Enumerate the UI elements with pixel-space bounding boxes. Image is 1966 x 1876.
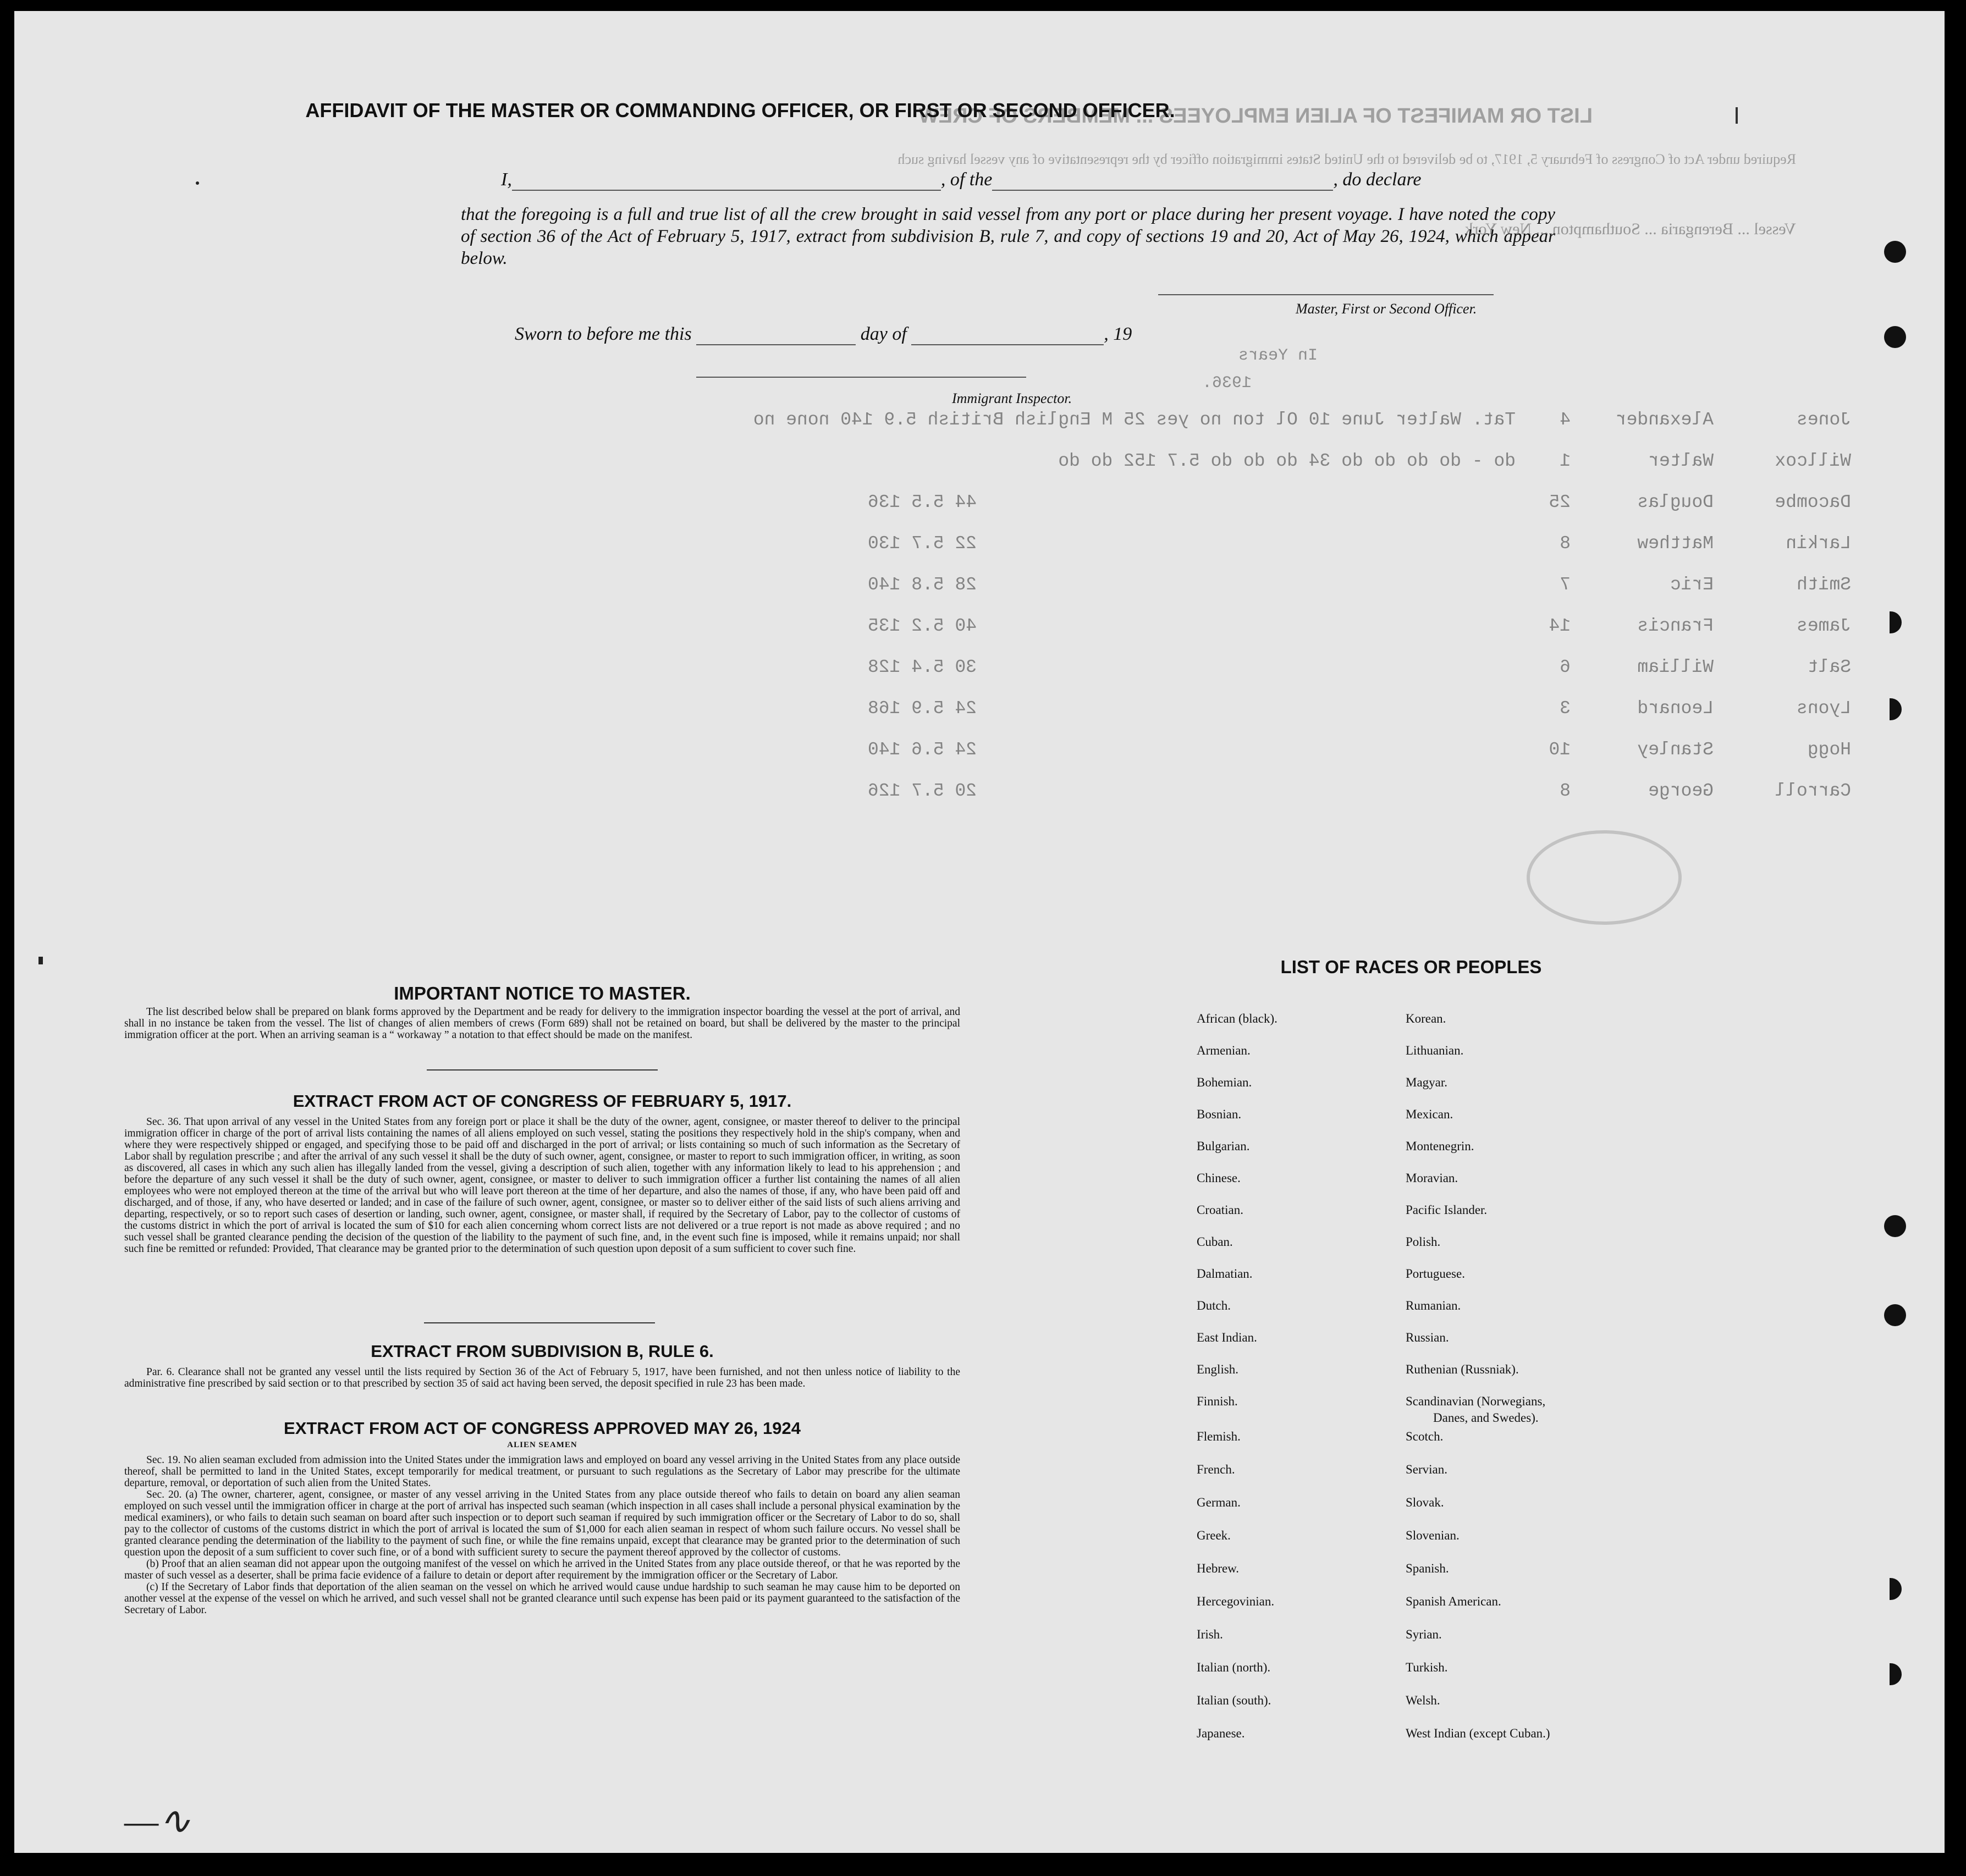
race-item: French. xyxy=(1197,1463,1235,1476)
section-20b-paragraph: (b) Proof that an alien seaman did not appear upon the outgoing manifest of the vessel on which he arrived in the United States from any place outside thereof, or that he was reported by the master of such vessel as a deserter, shall be prima facie evidence of a failure to detain or deport after requirement by the immigration officer or the Secretary of Labor. xyxy=(124,1558,960,1581)
sworn-line: Sworn to before me this day of , 19 xyxy=(515,324,1132,344)
extract-1917-text: Sec. 36. That upon arrival of any vessel in the United States from any foreign port or place it shall be the duty of the owner, agent, consignee, or master thereof to deliver to the principal immigration officer in charge of the port of arrival lists containing the names of all aliens employed on such vessel, stating the positions they respectively hold in the ship's company, when and where they were respectively shipped or engaged, and specifying those to be paid off and discharged in the port of arrival; or lists containing so much of such information as the Secretary of Labor shall by regulation prescribe ; and after the arrival of any such vessel it shall be the duty of such owner, agent, consignee, or master to report to such immigration officer, in writing, as soon as discovered, all cases in which any such alien has illegally landed from the vessel, giving a description of such alien, together with any information likely to lead to his apprehension ; and before the departure of any such vessel it shall be the duty of such owner, agent, consignee, or master to deliver to such immigration officer a further list containing the names of all alien employees who were not employed thereon at the time of the arrival but who will leave port thereon at the time of her departure, and also the names of those, if any, who have been paid off and discharged, and of those, if any, who have deserted or landed; and in case of the failure of such owner, agent, consignee, or master so to deliver either of the said lists of such aliens arriving and departing, respectively, or so to report such cases of desertion or landing, such owner, agent, consignee, or master shall, if required by the Secretary of Labor, pay to the collector of customs of the customs district in which the port of arrival is located the sum of $10 for each alien concerning whom correct lists are not delivered or a true report is not made as above required ; and no such vessel shall be granted clearance pending the decision of the question of the liability to the payment of such fine, and, in the event such fine is imposed, while it remains unpaid; nor shall such fine be remitted or refunded: Provided, That clearance may be granted prior to the determination of such question upon deposit of a sum sufficient to cover such fine. xyxy=(124,1116,960,1255)
bleed-row: Smith Eric 7 28 5.8 140 xyxy=(867,575,1851,595)
race-item: Slovenian. xyxy=(1406,1529,1460,1542)
bleed-year-stamp: 1936. xyxy=(1202,374,1252,393)
inspector-signature-label: Immigrant Inspector. xyxy=(952,390,1072,406)
bleed-row: Jones Alexander 4 Tat. Walter June 10 Ol ton no yes 25 M English British 5.9 140 none no xyxy=(753,410,1851,430)
race-item: Cuban. xyxy=(1197,1235,1233,1249)
race-item: East Indian. xyxy=(1197,1331,1257,1344)
subdivision-b-title: EXTRACT FROM SUBDIVISION B, RULE 6. xyxy=(371,1342,714,1361)
race-item: Croatian. xyxy=(1197,1203,1243,1217)
race-item: Pacific Islander. xyxy=(1406,1203,1488,1217)
race-item: Lithuanian. xyxy=(1406,1044,1464,1057)
race-item: Finnish. xyxy=(1197,1394,1238,1408)
races-title: LIST OF RACES OR PEOPLES xyxy=(1280,957,1542,977)
race-item: Moravian. xyxy=(1406,1171,1458,1185)
section-19-paragraph: Sec. 19. No alien seaman excluded from admission into the United States under the immigration laws and employed on board any vessel arriving in the United States from any place outside thereof, shall be permitted to land in the United States, except temporarily for medical treatment, or pursuant to such regulations as the Secretary of Labor may prescribe for the ultimate departure, removal, or deportation of such alien from the United States. xyxy=(124,1454,960,1489)
race-item: Bohemian. xyxy=(1197,1075,1252,1089)
punch-hole xyxy=(1884,241,1906,263)
affidavit-declaration-line: I, , of the , do declare xyxy=(501,169,1422,190)
race-item: Polish. xyxy=(1406,1235,1441,1249)
bleed-row: Dacombe Douglas 25 44 5.5 136 xyxy=(867,492,1851,512)
race-item: Mexican. xyxy=(1406,1107,1453,1121)
race-item: Greek. xyxy=(1197,1529,1231,1542)
race-item: African (black). xyxy=(1197,1012,1277,1025)
punch-hole xyxy=(1884,326,1906,348)
race-item: Armenian. xyxy=(1197,1044,1251,1057)
race-item: Dutch. xyxy=(1197,1299,1231,1312)
ink-mark xyxy=(1736,107,1738,124)
race-item: English. xyxy=(1197,1362,1239,1376)
race-item: Ruthenian (Russniak). xyxy=(1406,1362,1519,1376)
extract-1924-title: EXTRACT FROM ACT OF CONGRESS APPROVED MAY 26, 1924 xyxy=(284,1419,801,1438)
extract-1917-title: EXTRACT FROM ACT OF CONGRESS OF FEBRUARY 5, 1917. xyxy=(293,1091,792,1111)
section-20a-paragraph: Sec. 20. (a) The owner, charterer, agent, consignee, or master of any vessel arriving in the United States from any place outside thereof who fails to detain on board any alien seaman employed on such vessel until the immigration officer in charge at the port of arrival has inspected such seaman (which inspection in all cases shall include a personal physical examination by the medical examiners), or who fails to detain such seaman on board after such inspection or to deport such seaman if required by such immigration officer or the Secretary of Labor to do so, shall pay to the collector of customs of the customs district in which the port of arrival is located the sum of $1,000 for each alien seaman in respect of whom such failure occurs. No vessel shall be granted clearance pending the determination of the liability to the payment of such fine, or while the fine remains unpaid, except that clearance may be granted prior to the determination of such question upon the deposit of a sum sufficient to cover such fine, or of a bond with sufficient surety to secure the payment thereof approved by the collector of customs. xyxy=(124,1489,960,1558)
race-item: Hebrew. xyxy=(1197,1562,1240,1575)
race-item: Korean. xyxy=(1406,1012,1446,1025)
document-page xyxy=(14,11,1945,1853)
punch-hole xyxy=(1884,1215,1906,1237)
extract-1924-text xyxy=(124,1454,960,1616)
race-item: Irish. xyxy=(1197,1627,1223,1641)
bleed-subheader: Required under Act of Congress of February 5, 1917, to be delivered to the United States immigration officer by the representative of any vessel having such xyxy=(897,151,1796,167)
master-signature-line xyxy=(1158,294,1494,295)
section-20c-paragraph: (c) If the Secretary of Labor finds that deportation of the alien seaman on the vessel on which he arrived would cause undue hardship to such seaman he may cause him to be deported on another vessel at the expense of the vessel on which he arrived, and such vessel shall not be granted clearance until such expense has been paid or its payment guaranteed to the satisfaction of the Secretary of Labor. xyxy=(124,1581,960,1616)
race-item: Japanese. xyxy=(1197,1726,1245,1740)
race-item: Bosnian. xyxy=(1197,1107,1242,1121)
race-item: Italian (north). xyxy=(1197,1660,1271,1674)
race-item: Portuguese. xyxy=(1406,1267,1465,1281)
bleed-row: James Francis 14 40 5.2 135 xyxy=(867,616,1851,636)
master-signature-label: Master, First or Second Officer. xyxy=(1296,301,1477,317)
race-item: Hercegovinian. xyxy=(1197,1594,1275,1608)
section-divider xyxy=(427,1069,658,1071)
bleed-row: Hogg Stanley 10 24 5.6 140 xyxy=(867,740,1851,760)
inspector-signature-line xyxy=(696,377,1026,378)
ink-dot xyxy=(38,957,43,964)
bleed-row: Larkin Matthew 8 22 5.7 130 xyxy=(867,533,1851,554)
race-item: Montenegrin. xyxy=(1406,1139,1474,1153)
race-item: Magyar. xyxy=(1406,1075,1448,1089)
bleed-row: Carroll George 8 20 5.7 126 xyxy=(867,781,1851,801)
handwritten-mark: —∿ xyxy=(124,1800,191,1842)
bleed-row: Lyons Leonard 3 24 5.9 168 xyxy=(867,698,1851,719)
race-item: Slovak. xyxy=(1406,1496,1444,1509)
notice-text: The list described below shall be prepared on blank forms approved by the Department and be ready for delivery to the immigration inspector boarding the vessel at the port of arrival, and shall in no instance be taken from the vessel. The list of changes of alien members of crews (Form 689) shall not be retained on board, but shall be delivered by the master to the principal immigration officer at the port. When an arriving seaman is a “ workaway ” a notation to that effect should be made on the manifest. xyxy=(124,1006,960,1041)
bleed-years-label: In Years xyxy=(1238,346,1318,365)
race-item: Scotch. xyxy=(1406,1430,1444,1443)
race-item: Chinese. xyxy=(1197,1171,1241,1185)
section-divider xyxy=(424,1322,655,1323)
race-item: Turkish. xyxy=(1406,1660,1448,1674)
alien-seamen-subtitle: ALIEN SEAMEN xyxy=(507,1441,577,1449)
race-item: German. xyxy=(1197,1496,1241,1509)
race-item: Bulgarian. xyxy=(1197,1139,1250,1153)
race-item: Spanish American. xyxy=(1406,1594,1501,1608)
race-item-continuation: Danes, and Swedes). xyxy=(1433,1411,1539,1425)
affidavit-title: AFFIDAVIT OF THE MASTER OR COMMANDING OFFICER, OR FIRST OR SECOND OFFICER. xyxy=(305,99,1175,122)
race-item: West Indian (except Cuban.) xyxy=(1406,1726,1550,1740)
punch-hole xyxy=(1890,1578,1902,1600)
bleed-stamp xyxy=(1527,830,1682,925)
bleed-row: Salt William 6 30 5.4 128 xyxy=(867,657,1851,677)
race-item: Syrian. xyxy=(1406,1627,1442,1641)
bleed-row: Willcox Walter 1 do - do do do do 34 do do do 5.7 152 do do xyxy=(1058,451,1851,471)
bleed-header: LIST OR MANIFEST OF ALIEN EMPLOYEES ... MEMBERS OF CREW xyxy=(918,104,1593,128)
ink-dot xyxy=(196,181,199,185)
race-item: Scandinavian (Norwegians, xyxy=(1406,1394,1546,1408)
race-item: Rumanian. xyxy=(1406,1299,1461,1312)
race-item: Spanish. xyxy=(1406,1562,1449,1575)
punch-hole xyxy=(1884,1304,1906,1326)
bleed-vessel-line: Vessel ... Berengaria ... Southampton ... New York xyxy=(1464,220,1796,238)
race-item: Russian. xyxy=(1406,1331,1449,1344)
race-item: Servian. xyxy=(1406,1463,1448,1476)
race-item: Italian (south). xyxy=(1197,1693,1271,1707)
punch-hole xyxy=(1890,1663,1902,1685)
notice-title: IMPORTANT NOTICE TO MASTER. xyxy=(394,983,691,1003)
race-item: Dalmatian. xyxy=(1197,1267,1253,1281)
race-item: Welsh. xyxy=(1406,1693,1440,1707)
affidavit-body: that the foregoing is a full and true list of all the crew brought in said vessel from any port or place during her present voyage. I have noted the copy of section 36 of the Act of February 5, 1917, extract from subdivision B, rule 7, and copy of sections 19 and 20, Act of May 26, 1924, which appear below. xyxy=(461,205,1555,268)
subdivision-b-text: Par. 6. Clearance shall not be granted any vessel until the lists required by Section 36 of the Act of February 5, 1917, have been furnished, and not then unless notice of liability to the administrative fine prescribed by said section or to that prescribed by section 35 of said act having been served, the deposit specified in rule 23 has been made. xyxy=(124,1366,960,1389)
race-item: Flemish. xyxy=(1197,1430,1241,1443)
